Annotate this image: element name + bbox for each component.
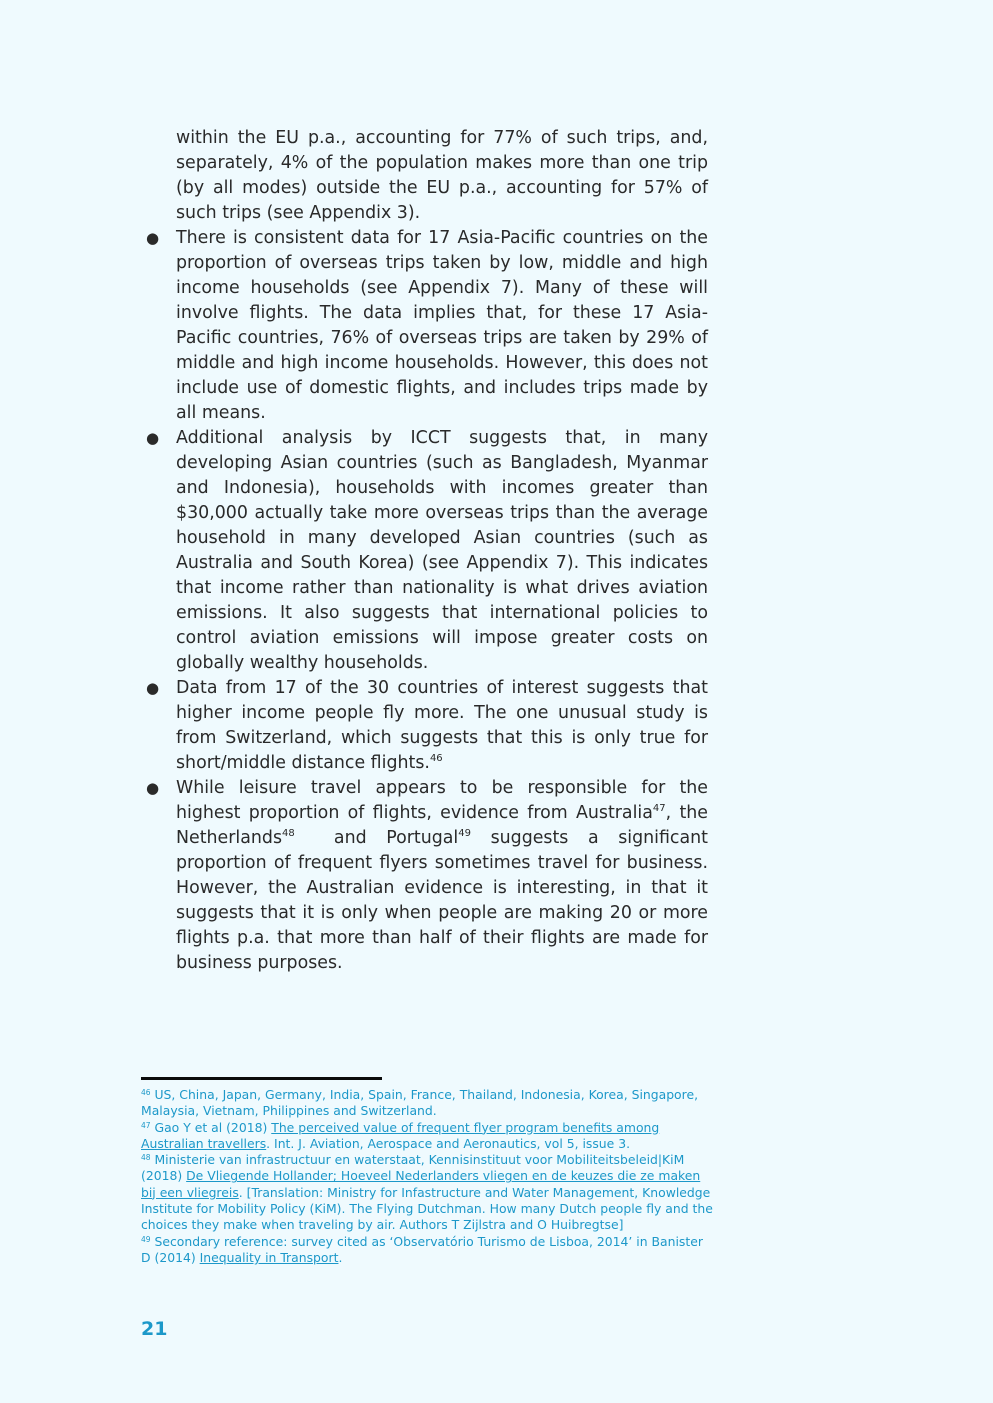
footnote-text: . [Translation: Ministry for Infastructure and Water Management, Knowledge Institute for Mobility Policy (KiM). The Flying Dutchman. How many Dutch people fly and the choices they make when traveling by air. Authors T Zijlstra and O Huibregtse] (141, 1184, 713, 1233)
intro-continuation: within the EU p.a., accounting for 77% of such trips, and, separately, 4% of the population makes more than one trip (by all modes) outside the EU p.a., accounting for 57% of such trips (see Appendix 3). (176, 128, 708, 223)
bullet-text: There is consistent data for 17 Asia-Pacific countries on the proportion of overseas trips taken by low, middle and high income households (see Appendix 7). Many of these will involve flights. The data implies that, for these 17 Asia-Pacific countries, 76% of overseas trips are taken by 29% of middle and high income households. However, this does not include use of domestic flights, and includes trips made by all means. (176, 228, 708, 423)
footnote-text: Ministerie van infrastructuur en waterstaat, Kennisinstituut voor Mobiliteitsbeleid|KiM (2018) (141, 1152, 685, 1184)
bullet-text (176, 776, 708, 976)
bullet-item-leisure-travel (140, 776, 708, 976)
footnote-number: 48 (141, 1153, 151, 1163)
footnote-text: . (338, 1249, 343, 1265)
main-text (140, 126, 708, 976)
bullet-text-part: suggests a significant proportion of frequent flyers sometimes travel for business. However, the Australian evidence is interesting, in that it suggests that it is only when people are making 20 or more flights p.a. that more than half of their flights are made for business purposes. (176, 828, 708, 973)
footnote-ref-46[interactable]: 46 (429, 753, 443, 764)
bullet-item-higher-income (140, 676, 708, 776)
bullet-text-part: While leisure travel appears to be responsible for the highest proportion of flights, evidence from Australia (176, 778, 708, 823)
footnote-divider (141, 1077, 382, 1080)
bullet-text-part: and Portugal (294, 828, 459, 848)
bullet-icon: ● (146, 229, 160, 247)
footnote-ref-49[interactable]: 49 (458, 828, 471, 839)
footnote-number: 47 (141, 1120, 151, 1130)
footnote-link-kim[interactable]: De Vliegende Hollander; Hoeveel Nederlanders vliegen en de keuzes die ze maken bij een vliegreis (141, 1168, 701, 1200)
footnote-text: Secondary reference: survey cited as ‘Observatório Turismo de Lisboa, 2014’ in Banister D (2014) (141, 1233, 703, 1265)
bullet-text-body: Data from 17 of the 30 countries of interest suggests that higher income people fly more. The one unusual study is from Switzerland, which suggests that this is only true for short/middle distance flights. (176, 678, 708, 773)
bullet-text-part: , the Netherlands (176, 803, 708, 848)
bullet-text: Additional analysis by ICCT suggests that, in many developing Asian countries (such as Bangladesh, Myanmar and Indonesia), households with incomes greater than $30,000 actually take more overseas trips than the average household in many developed Asian countries (such as Australia and South Korea) (see Appendix 7). This indicates that income rather than nationality is what drives aviation emissions. It also suggests that international policies to control aviation emissions will impose greater costs on globally wealthy households. (176, 428, 708, 673)
footnote-49 (141, 1234, 713, 1267)
footnote-number: 46 (141, 1088, 151, 1097)
footnote-46 (141, 1087, 713, 1120)
footnote-48 (141, 1152, 713, 1233)
footnote-link-banister[interactable]: Inequality in Transport (199, 1249, 339, 1265)
footnote-47 (141, 1120, 713, 1153)
bullet-icon: ● (146, 779, 160, 797)
bullet-item-icct-analysis (140, 426, 708, 676)
page-number: 21 (141, 1318, 168, 1340)
footnote-text: . Int. J. Aviation, Aerospace and Aeronautics, vol 5, issue 3. (266, 1135, 631, 1151)
bullet-icon: ● (146, 679, 160, 697)
footnote-number: 49 (141, 1234, 151, 1244)
bullet-icon: ● (146, 429, 160, 447)
footnote-link-gao[interactable]: The perceived value of frequent flyer program benefits among Australian travellers (141, 1119, 660, 1151)
bullet-item-asia-pacific (140, 226, 708, 426)
footnote-ref-48[interactable]: 48 (282, 828, 295, 839)
footnotes (141, 1087, 713, 1266)
footnote-ref-47[interactable]: 47 (652, 803, 666, 814)
footnote-text: US, China, Japan, Germany, India, Spain, France, Thailand, Indonesia, Korea, Singapore, Malaysia, Vietnam, Philippines and Switzerland. (141, 1087, 699, 1119)
footnote-text: Gao Y et al (2018) (150, 1119, 272, 1135)
bullet-text (176, 676, 708, 776)
